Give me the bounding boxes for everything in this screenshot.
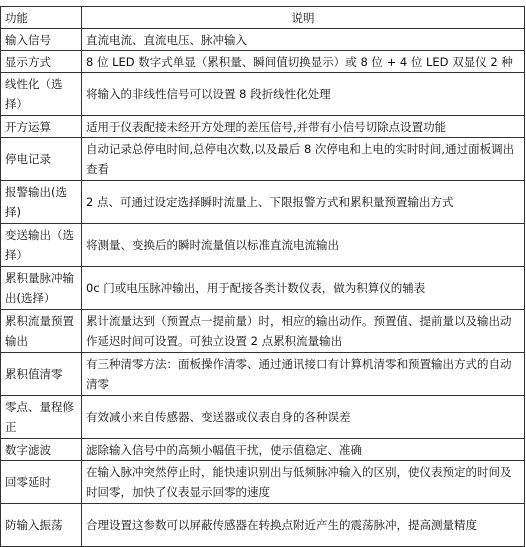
function-description: 将输入的非线性信号可以设置 8 段折线性化处理 — [82, 73, 525, 116]
function-name: 累积值清零 — [1, 353, 82, 396]
function-description: 将测量、变换后的瞬时流量值以标准直流电流输出 — [82, 224, 525, 267]
function-name: 线性化（选择） — [1, 73, 82, 116]
function-name: 回零延时 — [1, 461, 82, 504]
table-row — [1, 138, 525, 181]
function-description: 自动记录总停电时间,总停电次数,以及最后 8 次停电和上电的实时时间,通过面板调出查看 — [82, 138, 525, 181]
function-description: 合理设置这参数可以屏蔽传感器在转换点附近产生的震荡脉冲，提高测量精度 — [82, 504, 525, 547]
table-row — [1, 267, 525, 310]
table-row — [1, 504, 525, 547]
function-description: 滤除输入信号中的高频小幅值干扰，使示值稳定、准确 — [82, 439, 525, 461]
spec-table — [0, 6, 525, 547]
table-row — [1, 396, 525, 439]
function-name: 零点、量程修正 — [1, 396, 82, 439]
table-header-row — [1, 7, 525, 29]
function-name: 停电记录 — [1, 138, 82, 181]
function-description: 累计流量达到（预置点一提前量）时，相应的输出动作。预置值、提前量以及输出动作延迟时间可设置。可独立设置 2 点累积流量输出 — [82, 310, 525, 353]
table-row — [1, 310, 525, 353]
header-description: 说明 — [82, 7, 525, 29]
function-name: 报警输出(选择) — [1, 181, 82, 224]
function-description: 在输入脉冲突然停止时，能快速识别出与低频脉冲输入的区别，使仪表预定的时间及时回零，加快了仪表显示回零的速度 — [82, 461, 525, 504]
function-name: 输入信号 — [1, 29, 82, 51]
function-name: 防输入振荡 — [1, 504, 82, 547]
function-description: 适用于仪表配接未经开方处理的差压信号,并带有小信号切除点设置功能 — [82, 116, 525, 138]
function-description: 2 点、可通过设定选择瞬时流量上、下限报警方式和累积量预置输出方式 — [82, 181, 525, 224]
function-name: 显示方式 — [1, 51, 82, 73]
function-name: 累积流量预置输出 — [1, 310, 82, 353]
table-row — [1, 116, 525, 138]
table-row — [1, 73, 525, 116]
function-description: 0c 门或电压脉冲输出，用于配接各类计数仪表，做为积算仪的辅表 — [82, 267, 525, 310]
table-row — [1, 51, 525, 73]
function-description: 直流电流、直流电压、脉冲输入 — [82, 29, 525, 51]
table-row — [1, 181, 525, 224]
table-row — [1, 439, 525, 461]
table-row — [1, 29, 525, 51]
function-name: 累积量脉冲输出(选择） — [1, 267, 82, 310]
function-name: 数字滤波 — [1, 439, 82, 461]
function-description: 有效减小来自传感器、变送器或仪表自身的各种误差 — [82, 396, 525, 439]
table-row — [1, 224, 525, 267]
function-description: 有三种清零方法：面板操作清零、通过通讯接口有计算机清零和预置输出方式的自动清零 — [82, 353, 525, 396]
table-row — [1, 353, 525, 396]
function-description: 8 位 LED 数字式单显（累积量、瞬间值切换显示）或 8 位 + 4 位 LED 双显仪 2 种 — [82, 51, 525, 73]
function-name: 开方运算 — [1, 116, 82, 138]
function-name: 变送输出（选择） — [1, 224, 82, 267]
table-row — [1, 461, 525, 504]
header-function: 功能 — [1, 7, 82, 29]
